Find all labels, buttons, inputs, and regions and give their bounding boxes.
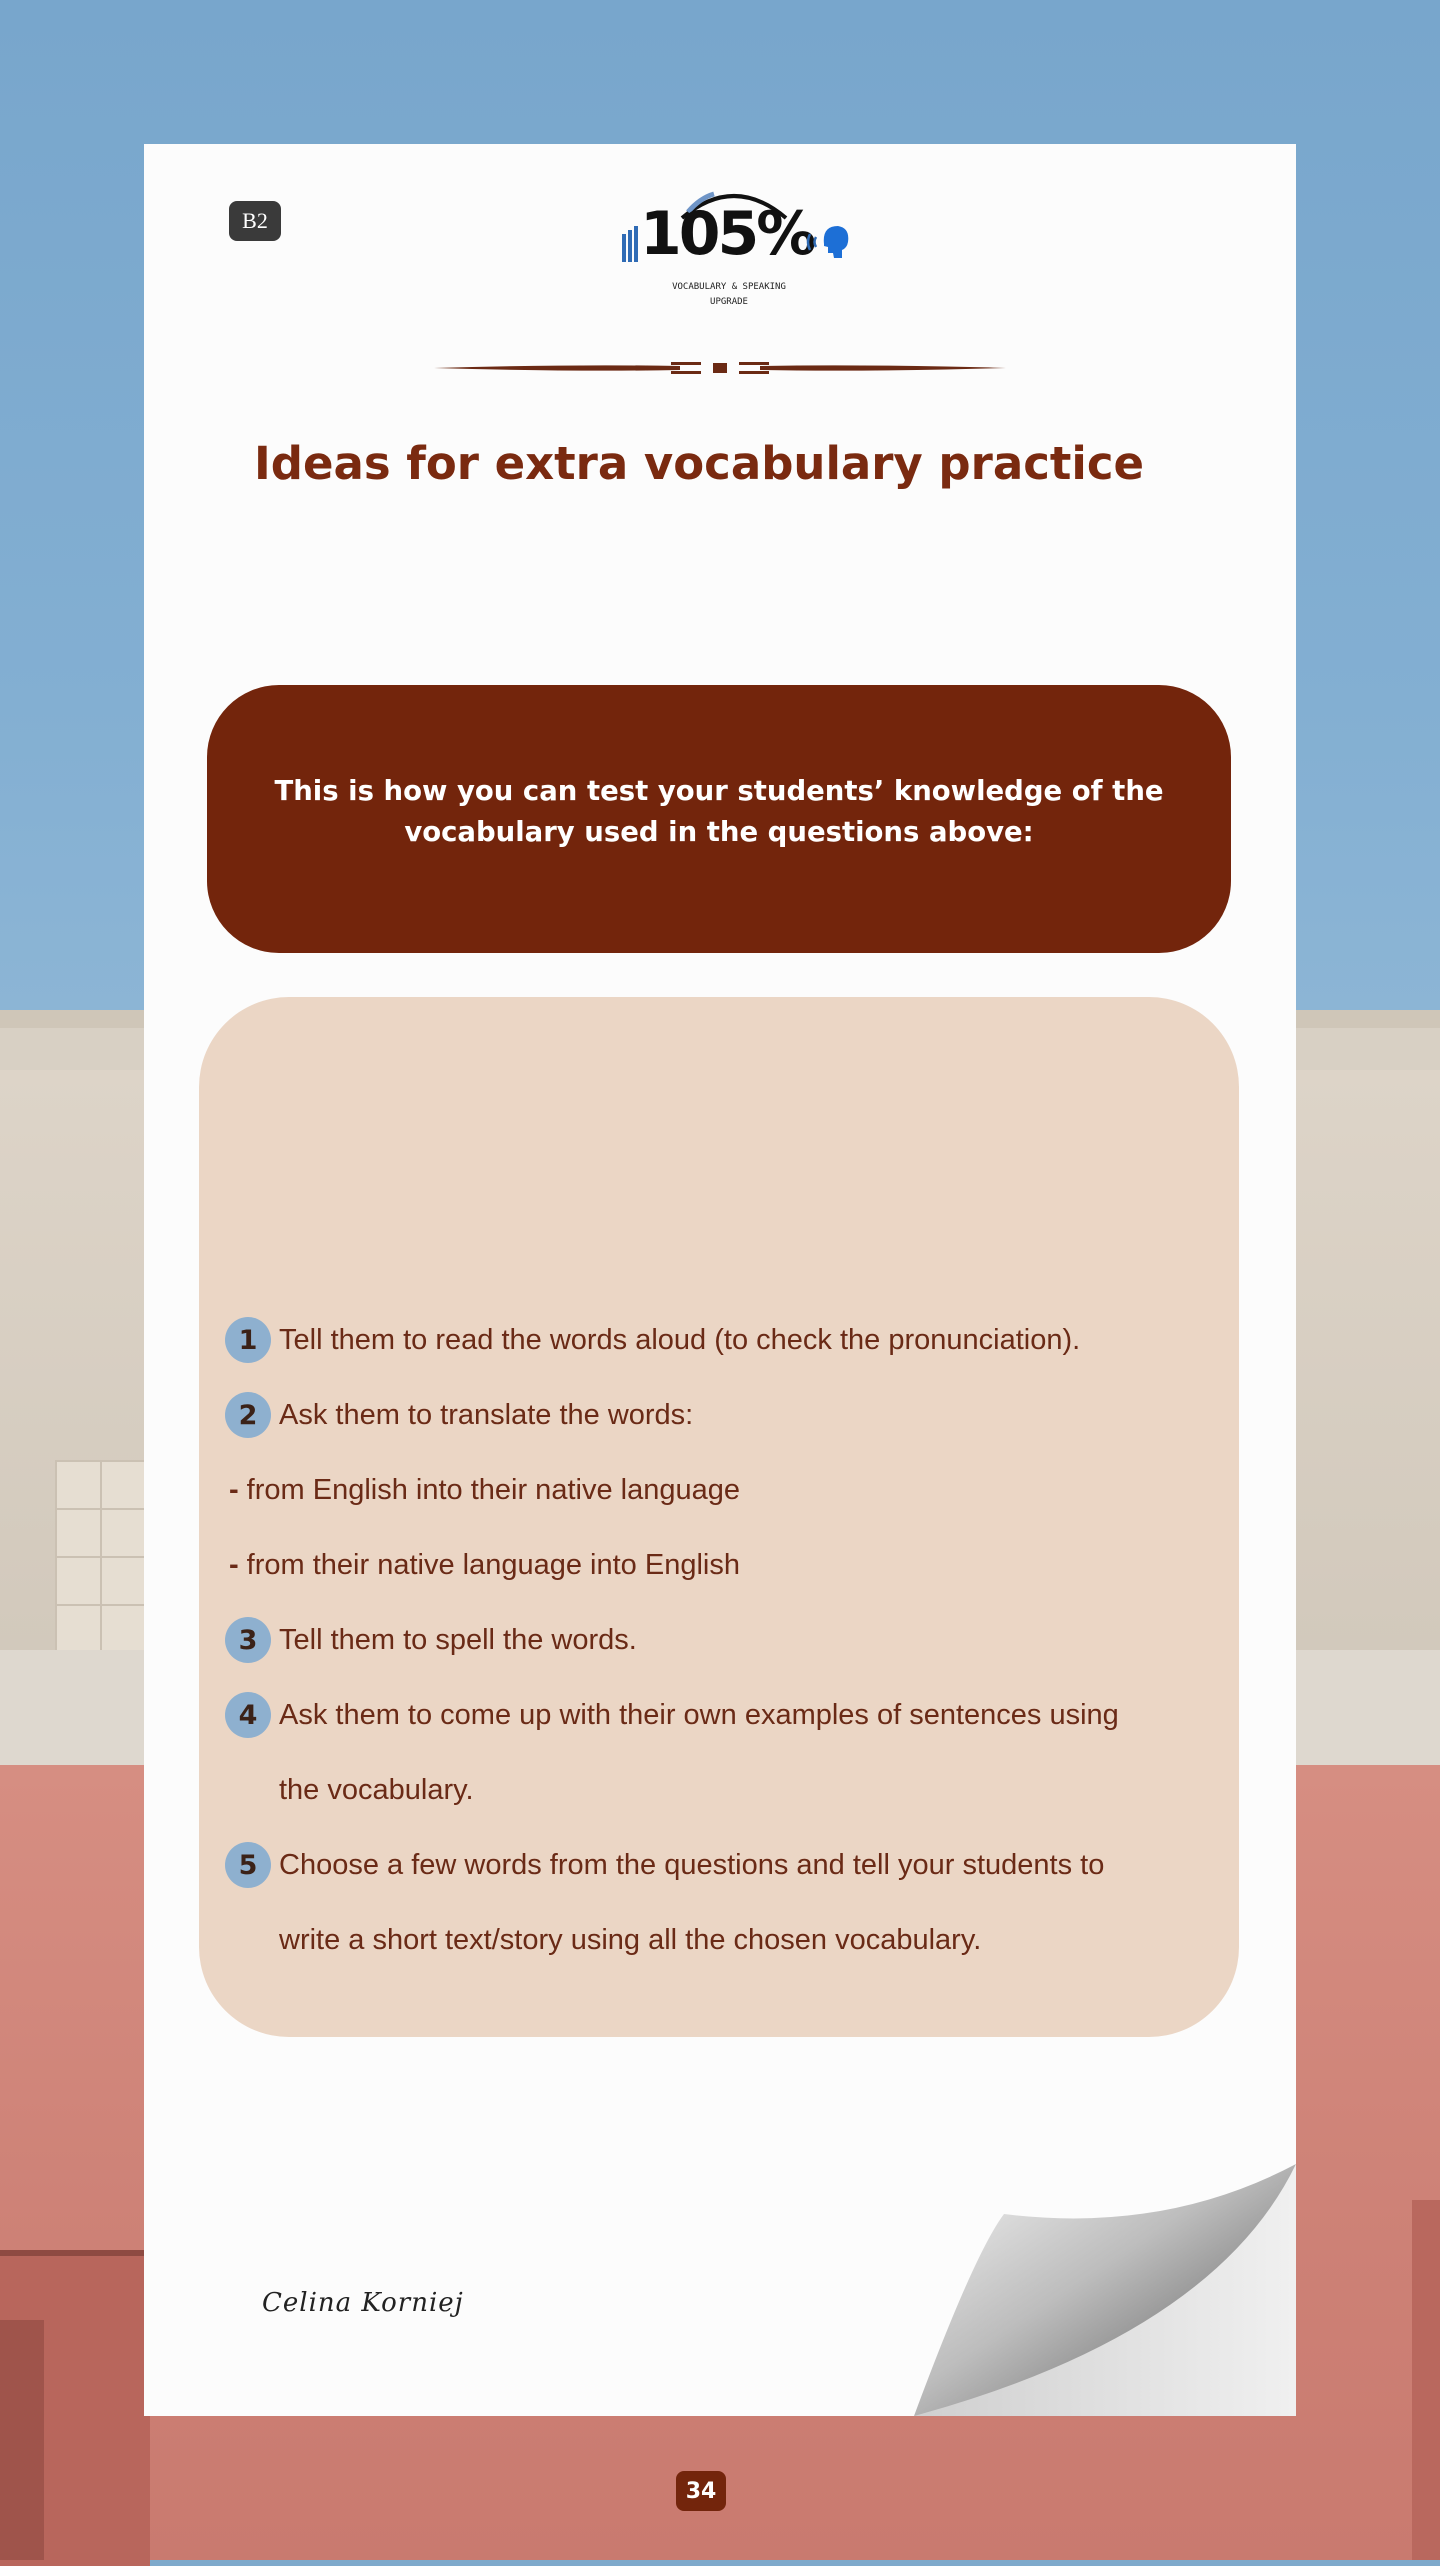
- logo-subtitle-line2: UPGRADE: [710, 297, 748, 307]
- background-door-panel: [0, 2320, 44, 2560]
- number-badge: 3: [225, 1617, 271, 1663]
- number-badge: 2: [225, 1392, 271, 1438]
- list-subitem-label: from English into their native language: [246, 1473, 740, 1506]
- number-badge: 1: [225, 1317, 271, 1363]
- list-item-text: Choose a few words from the questions and tell your students to: [279, 1848, 1105, 1881]
- page-number: 34: [676, 2471, 726, 2511]
- list-item-text: write a short text/story using all the chosen vocabulary.: [279, 1923, 982, 1956]
- logo-subtitle-line1: VOCABULARY & SPEAKING: [672, 282, 786, 292]
- list-subitem-text: [229, 1549, 740, 1582]
- intro-banner-text: This is how you can test your students’ knowledge of the vocabulary used in the questions above:: [274, 775, 1164, 848]
- author-signature: Celina Korniej: [262, 2288, 464, 2318]
- page-title: Ideas for extra vocabulary practice: [253, 437, 1145, 490]
- ideas-panel: [199, 997, 1239, 2037]
- page-curl-decoration: [914, 2164, 1296, 2416]
- intro-banner: [207, 685, 1231, 953]
- number-badge: 5: [225, 1842, 271, 1888]
- background-post: [1412, 2200, 1440, 2560]
- list-item-text: Ask them to come up with their own examples of sentences using: [279, 1698, 1119, 1731]
- logo-percentage: 105%: [640, 199, 814, 269]
- list-item-text: Tell them to read the words aloud (to check the pronunciation).: [279, 1323, 1081, 1356]
- level-badge: B2: [229, 201, 281, 241]
- signal-bars-icon: [622, 226, 642, 262]
- number-badge: 4: [225, 1692, 271, 1738]
- dash-marker: -: [229, 1548, 239, 1581]
- speaking-head-icon: [806, 222, 852, 262]
- list-subitem-label: from their native language into English: [246, 1548, 740, 1581]
- list-subitem-text: [229, 1474, 740, 1507]
- list-item-text: Tell them to spell the words.: [279, 1623, 637, 1656]
- dash-marker: -: [229, 1473, 239, 1506]
- worksheet-page: [144, 144, 1296, 2416]
- ornamental-divider: [434, 356, 1006, 380]
- background-bricks: [55, 1460, 145, 1650]
- list-item-text: the vocabulary.: [279, 1773, 474, 1806]
- list-item-text: Ask them to translate the words:: [279, 1398, 694, 1431]
- logo: [614, 182, 844, 312]
